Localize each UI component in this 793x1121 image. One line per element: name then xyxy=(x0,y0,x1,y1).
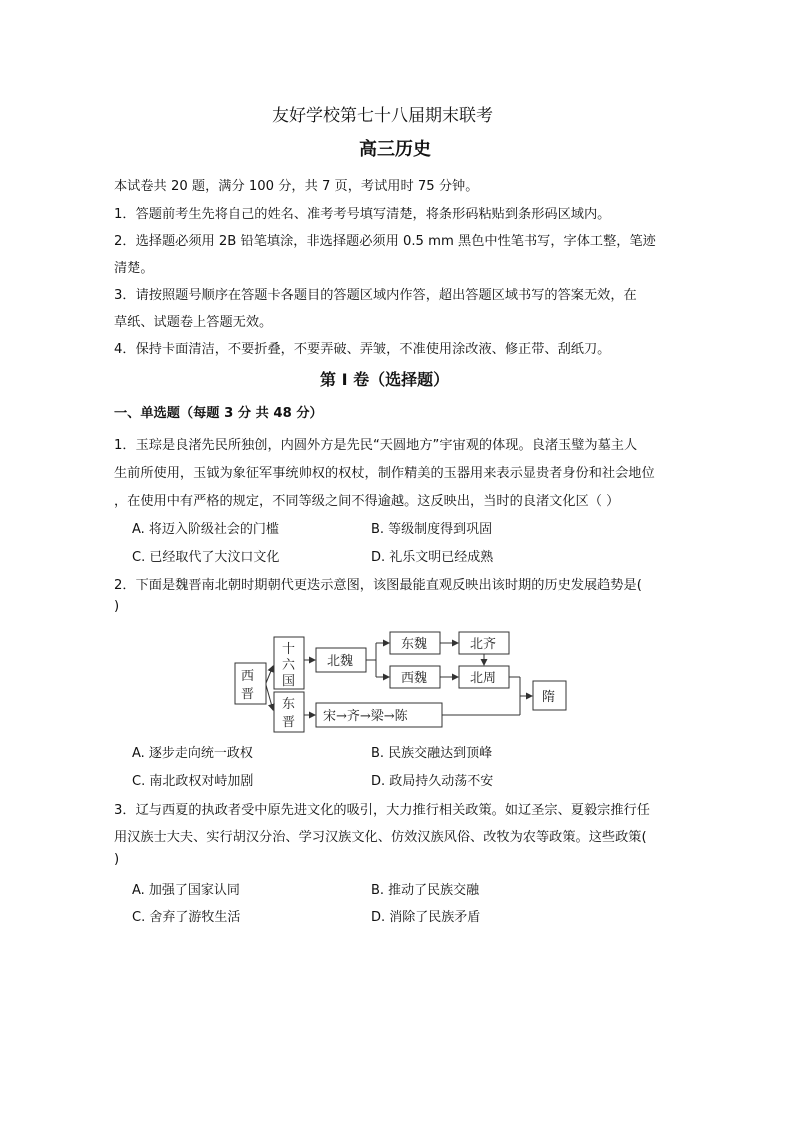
instruction-item-3: 3．请按照题号顺序在答题卡各题目的答题区域内作答，超出答题区域书写的答案无效，在 xyxy=(114,288,637,303)
label-shiliuguo-2: 六 xyxy=(282,658,296,673)
q3-option-d[interactable]: D. 消除了民族矛盾 xyxy=(371,910,481,925)
label-sui: 隋 xyxy=(542,690,556,705)
exam-title: 友好学校第七十八届期末联考 xyxy=(272,106,493,126)
label-beiqi: 北齐 xyxy=(470,637,497,652)
q1-stem-line2: 生前所使用，玉钺为象征军事统帅权的权杖，制作精美的玉器用来表示显贵者身份和社会地位 xyxy=(114,466,655,481)
instruction-item-1: 1．答题前考生先将自己的姓名、准考考号填写清楚，将条形码粘贴到条形码区域内。 xyxy=(114,207,611,222)
label-dongjin-2: 晋 xyxy=(282,715,296,730)
label-dongwei: 东魏 xyxy=(401,637,428,652)
label-southern-dynasties: 宋→齐→梁→陈 xyxy=(323,709,408,724)
label-dongjin-1: 东 xyxy=(282,697,296,712)
instruction-item-2-cont: 清楚。 xyxy=(114,261,154,276)
q3-option-a[interactable]: A. 加强了国家认同 xyxy=(132,883,240,898)
q1-option-a[interactable]: A. 将迈入阶级社会的门槛 xyxy=(132,522,279,537)
q1-stem-line3: ，在使用中有严格的规定，不同等级之间不得逾越。这反映出，当时的良渚文化区（ ） xyxy=(114,494,620,509)
part1-title: 第 I 卷（选择题） xyxy=(320,370,450,389)
q3-stem-line3: ) xyxy=(114,852,120,867)
label-xiwei: 西魏 xyxy=(401,671,428,686)
q1-option-d[interactable]: D. 礼乐文明已经成熟 xyxy=(371,550,494,565)
instruction-item-2: 2．选择题必须用 2B 铅笔填涂，非选择题必须用 0.5 mm 黑色中性笔书写，字体工整，笔迹 xyxy=(114,234,656,249)
instruction-item-4: 4．保持卡面清洁，不要折叠，不要弄破、弄皱，不准使用涂改液、修正带、刮纸刀。 xyxy=(114,342,611,357)
subject-title: 高三历史 xyxy=(359,139,431,160)
q2-option-b[interactable]: B. 民族交融达到顶峰 xyxy=(371,746,493,761)
label-xijin-1: 西 xyxy=(241,669,255,684)
q1-stem-line1: 1．玉琮是良渚先民所独创，内圆外方是先民“天圆地方”宇宙观的体现。良渚玉璧为墓主人 xyxy=(114,438,638,453)
instructions-intro: 本试卷共 20 题，满分 100 分，共 7 页，考试用时 75 分钟。 xyxy=(114,179,479,194)
q2-option-d[interactable]: D. 政局持久动荡不安 xyxy=(371,774,494,789)
label-beiwei: 北魏 xyxy=(327,654,354,669)
q1-option-c[interactable]: C. 已经取代了大汶口文化 xyxy=(132,550,280,565)
q3-option-c[interactable]: C. 舍弃了游牧生活 xyxy=(132,910,241,925)
label-xijin-2: 晋 xyxy=(241,687,255,702)
q1-option-b[interactable]: B. 等级制度得到巩固 xyxy=(371,522,493,537)
q2-option-c[interactable]: C. 南北政权对峙加剧 xyxy=(132,774,254,789)
q3-option-b[interactable]: B. 推动了民族交融 xyxy=(371,883,480,898)
q2-stem-line1: 2．下面是魏晋南北朝时期朝代更迭示意图，该图最能直观反映出该时期的历史发展趋势是( xyxy=(114,578,642,593)
q3-stem-line2: 用汉族士大夫、实行胡汉分治、学习汉族文化、仿效汉族风俗、改牧为农等政策。这些政策( xyxy=(114,830,647,845)
section1-title: 一、单选题（每题 3 分 共 48 分） xyxy=(114,406,323,421)
label-beizhou: 北周 xyxy=(470,671,497,686)
label-shiliuguo-3: 国 xyxy=(282,674,296,689)
label-shiliuguo-1: 十 xyxy=(282,642,296,657)
q2-stem-line2: ) xyxy=(114,599,120,614)
q2-option-a[interactable]: A. 逐步走向统一政权 xyxy=(132,746,253,761)
q3-stem-line1: 3．辽与西夏的执政者受中原先进文化的吸引，大力推行相关政策。如辽圣宗、夏毅宗推行任 xyxy=(114,803,650,818)
instruction-item-3-cont: 草纸、试题卷上答题无效。 xyxy=(114,315,273,330)
